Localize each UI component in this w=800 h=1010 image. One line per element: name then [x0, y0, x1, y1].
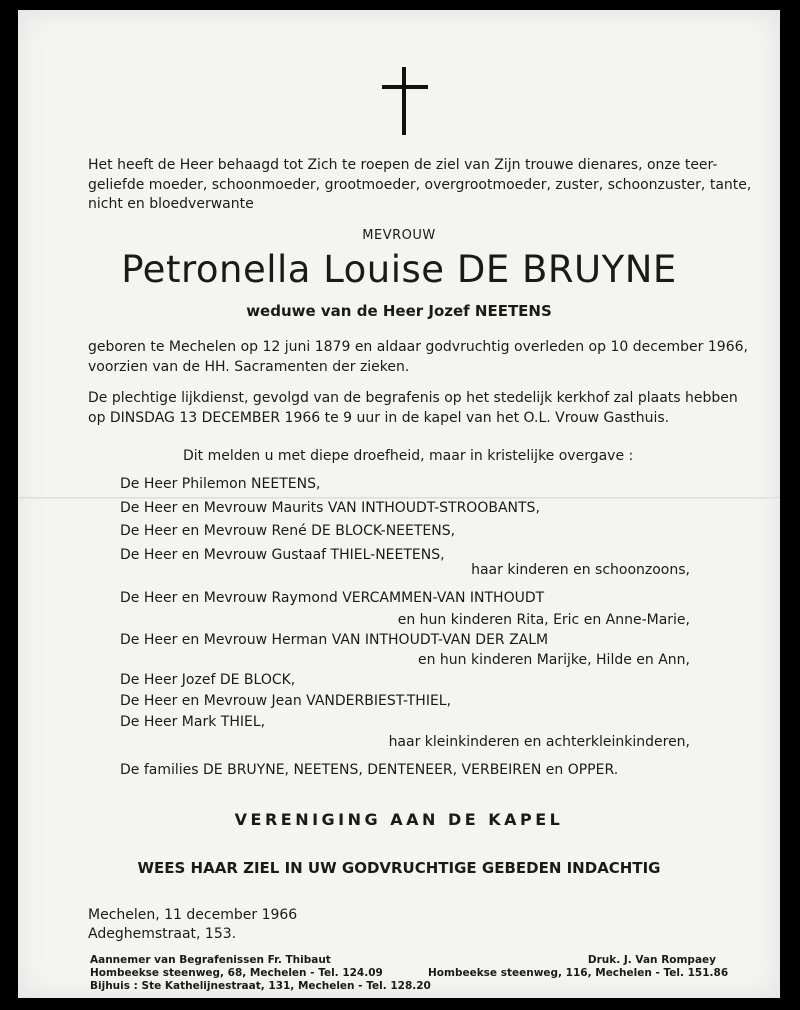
- place-date-block: [88, 906, 297, 944]
- association-title: VERENIGING AAN DE KAPEL: [234, 810, 564, 829]
- family-line: De Heer en Mevrouw Gustaaf THIEL-NEETENS,: [120, 547, 445, 563]
- family-line: De Heer en Mevrouw Maurits VAN INTHOUDT-STROOBANTS,: [120, 500, 540, 516]
- family-relation: en hun kinderen Marijke, Hilde en Ann,: [417, 652, 690, 668]
- announcement: Dit melden u met diepe droefheid, maar in kristelijke overgave :: [183, 448, 634, 464]
- printer-line: Hombeekse steenweg, 116, Mechelen - Tel. 151.86: [428, 967, 729, 980]
- undertaker-line: Aannemer van Begrafenissen Fr. Thibaut: [90, 954, 331, 966]
- intro-line: nicht en bloedverwante: [88, 196, 254, 213]
- honorific: MEVROUW: [362, 228, 436, 243]
- printer-block: [428, 954, 729, 980]
- family-line: De Heer Jozef DE BLOCK,: [120, 672, 296, 688]
- birth-death-line: voorzien van de HH. Sacramenten der zieken.: [88, 358, 410, 375]
- undertaker-line: Hombeekse steenweg, 68, Mechelen - Tel. 124.09: [90, 967, 383, 980]
- family-line: De Heer Mark THIEL,: [120, 714, 266, 730]
- memorial-card: [18, 10, 780, 998]
- family-line: De Heer en Mevrouw Jean VANDERBIEST-THIEL,: [120, 693, 452, 709]
- paper-fold: [18, 497, 780, 499]
- widow-of: weduwe van de Heer Jozef NEETENS: [246, 302, 552, 320]
- undertaker-line: Bijhuis : Ste Kathelijnestraat, 131, Mechelen - Tel. 128.20: [90, 980, 431, 993]
- family-line: De families DE BRUYNE, NEETENS, DENTENEER, VERBEIREN en OPPER.: [120, 762, 619, 778]
- family-relation: haar kinderen en schoonzoons,: [471, 562, 690, 578]
- family-relation: en hun kinderen Rita, Eric en Anne-Marie,: [397, 612, 690, 628]
- printer-line: Druk. J. Van Rompaey: [587, 954, 716, 966]
- family-line: De Heer en Mevrouw René DE BLOCK-NEETENS,: [120, 523, 456, 539]
- place-date: Mechelen, 11 december 1966: [88, 907, 298, 923]
- intro-line: Het heeft de Heer behaagd tot Zich te roepen de ziel van Zijn trouwe dienares, onze teer-: [88, 157, 718, 173]
- funeral-line: De plechtige lijkdienst, gevolgd van de begrafenis op het stedelijk kerkhof zal plaats hebben: [88, 390, 738, 406]
- birth-death-paragraph: [88, 338, 748, 377]
- birth-death-line: geboren te Mechelen op 12 juni 1879 en aldaar godvruchtig overleden op 10 december 1966,: [88, 339, 748, 355]
- family-line: De Heer en Mevrouw Raymond VERCAMMEN-VAN INTHOUDT: [120, 590, 545, 606]
- family-line: De Heer Philemon NEETENS,: [120, 476, 321, 492]
- prayer-request: WEES HAAR ZIEL IN UW GODVRUCHTIGE GEBEDEN INDACHTIG: [137, 859, 661, 877]
- cross-icon: [382, 67, 428, 135]
- family-line: De Heer en Mevrouw Herman VAN INTHOUDT-VAN DER ZALM: [120, 632, 549, 648]
- family-relation: haar kleinkinderen en achterkleinkinderen,: [388, 734, 690, 750]
- undertaker-block: [90, 954, 431, 993]
- funeral-line: op DINSDAG 13 DECEMBER 1966 te 9 uur in de kapel van het O.L. Vrouw Gasthuis.: [88, 409, 670, 426]
- intro-paragraph: [88, 156, 752, 215]
- deceased-name: Petronella Louise DE BRUYNE: [121, 248, 677, 291]
- funeral-paragraph: [88, 389, 738, 428]
- address: Adeghemstraat, 153.: [88, 925, 237, 942]
- intro-line: geliefde moeder, schoonmoeder, grootmoeder, overgrootmoeder, zuster, schoonzuster, tante,: [88, 176, 752, 193]
